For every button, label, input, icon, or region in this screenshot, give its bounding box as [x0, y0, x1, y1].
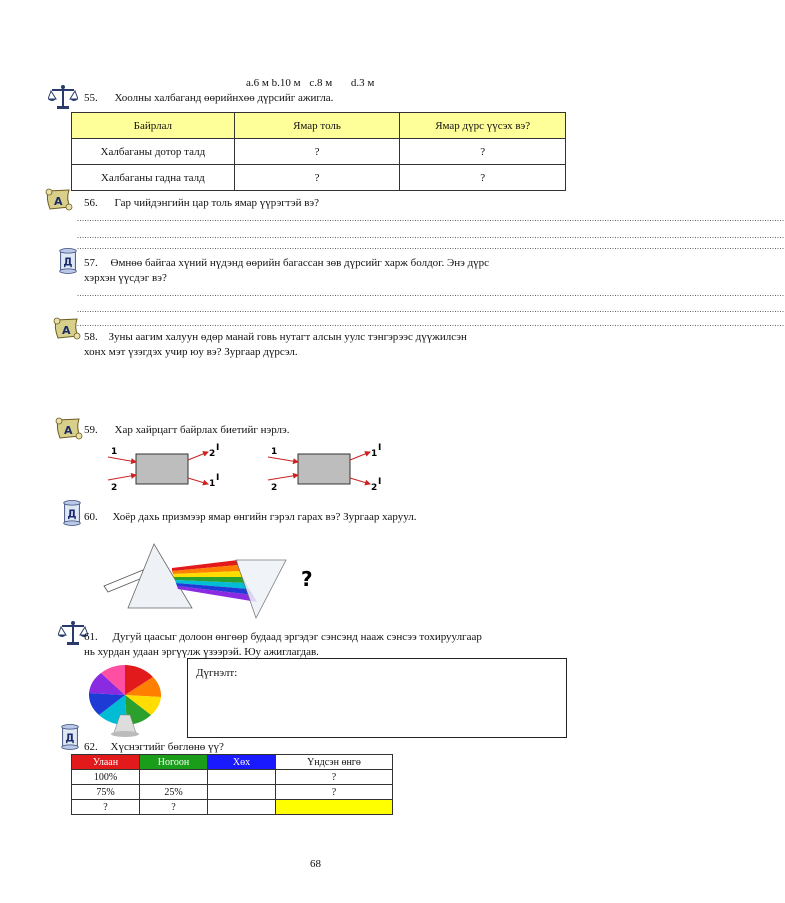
ray-in-2 [268, 475, 298, 480]
table-cell[interactable]: ? [140, 800, 208, 815]
q56-prompt [84, 196, 319, 210]
q62-prompt [84, 740, 224, 754]
fan-base [111, 731, 139, 737]
q56-text: Гар чийдэнгийн цар толь ямар үүрэгтэй вэ? [114, 197, 320, 209]
q61-prompt [84, 630, 482, 644]
table-cell[interactable]: ? [276, 770, 393, 785]
table-cell: 100% [72, 770, 140, 785]
table-cell[interactable] [140, 770, 208, 785]
header-green: Ногоон [140, 755, 208, 770]
q55-header-1: Байрлал [72, 113, 235, 139]
q58-prompt [84, 330, 467, 344]
answer-line[interactable]: ........................................................................................................................................................................................................................................................................................... [77, 231, 785, 240]
table-cell[interactable]: ? [72, 800, 140, 815]
ray-in-1 [108, 457, 136, 462]
label-out-2: 2 [209, 449, 216, 459]
q57-line1: Өмнөө байгаа хүний нүдэнд өөрийн багассан зөв дүрсийг харж болдог. Энэ дүрс [110, 257, 490, 269]
q55-number: 55. [84, 92, 98, 104]
label-prime: I [216, 473, 220, 483]
label-prime: I [216, 443, 220, 453]
q55-cell: Халбаганы дотор талд [72, 139, 235, 165]
scroll-a-icon [44, 187, 74, 213]
color-wheel-fan [80, 663, 180, 739]
ray-in-1 [268, 457, 298, 462]
table-cell[interactable]: ? [276, 785, 393, 800]
q55-cell: ? [234, 165, 400, 191]
q60-text: Хоёр дахь призмээр ямар өнгийн гэрэл гарах вэ? Зургаар харуул. [112, 511, 417, 523]
header-blue: Хөх [208, 755, 276, 770]
q58-line2: хонх мэт үзэгдэх учир юу вэ? Зургаар дүрсэл. [84, 346, 298, 358]
answer-line[interactable]: ........................................................................................................................................................................................................................................................................................... [77, 214, 785, 223]
ray-out-2 [188, 452, 208, 460]
option-c: c.8 м [309, 77, 333, 89]
scroll-a-icon [52, 316, 82, 342]
option-b: b.10 м [271, 77, 301, 89]
label-in-2: 2 [271, 483, 278, 493]
scroll-d-icon [56, 248, 80, 274]
label-out-1: 1 [209, 479, 216, 489]
q57-number: 57. [84, 257, 98, 269]
q55-cell: ? [400, 165, 566, 191]
q55-cell: ? [400, 139, 566, 165]
scroll-d-icon [60, 500, 84, 526]
q55-text: Хоолны халбаганд өөрийнхөө дүрсийг ажигла. [114, 92, 334, 104]
black-box-diagram [100, 440, 400, 500]
label-in-1: 1 [271, 447, 278, 457]
q59-text: Хар хайрцагт байрлах биетийг нэрлэ. [114, 424, 290, 436]
option-a: a.6 м [246, 77, 269, 89]
q61-number: 61. [84, 631, 98, 643]
label-out-1: 1 [371, 449, 378, 459]
q56-number: 56. [84, 197, 98, 209]
q61-line2: нь хурдан удаан эргүүлж үзээрэй. Юу ажиглагдав. [84, 646, 319, 658]
q59-prompt [84, 423, 290, 437]
table-cell: 75% [72, 785, 140, 800]
q60-number: 60. [84, 511, 98, 523]
q58-number: 58. [84, 331, 98, 343]
q60-prompt [84, 510, 417, 524]
q54-options [246, 76, 374, 90]
q55-header-3: Ямар дүрс үүсэх вэ? [400, 113, 566, 139]
header-red: Улаан [72, 755, 140, 770]
table-cell[interactable] [208, 800, 276, 815]
scroll-d-icon [58, 724, 82, 750]
answer-line[interactable]: ........................................................................................................................................................................................................................................................................................... [77, 289, 785, 298]
q55-header-2: Ямар толь [234, 113, 400, 139]
conclusion-box[interactable] [187, 658, 567, 738]
black-box-2 [298, 454, 350, 484]
answer-line[interactable]: ........................................................................................................................................................................................................................................................................................... [77, 242, 785, 251]
q57-prompt [84, 256, 489, 270]
prism-diagram [96, 538, 336, 620]
question-mark: ? [301, 567, 313, 591]
q62-number: 62. [84, 741, 98, 753]
table-cell: 25% [140, 785, 208, 800]
ray-in-2 [108, 475, 136, 480]
table-cell[interactable] [208, 770, 276, 785]
q62-table [71, 754, 393, 815]
page-number: 68 [310, 858, 321, 870]
conclusion-label: Дүгнэлт: [196, 667, 238, 679]
label-prime: I [378, 477, 382, 487]
answer-line[interactable]: ........................................................................................................................................................................................................................................................................................... [77, 319, 785, 328]
label-in-1: 1 [111, 447, 118, 457]
scroll-a-icon [54, 416, 84, 442]
ray-out-2 [350, 478, 370, 484]
black-box-1 [136, 454, 188, 484]
q55-prompt [84, 91, 333, 105]
label-in-2: 2 [111, 483, 118, 493]
q55-cell: ? [234, 139, 400, 165]
ray-out-1 [188, 478, 208, 484]
q55-cell: Халбаганы гадна талд [72, 165, 235, 191]
balance-scale-icon [48, 84, 78, 110]
option-d: d.3 м [350, 77, 375, 89]
label-prime: I [378, 443, 382, 453]
yellow-result-cell[interactable] [276, 800, 393, 815]
table-cell[interactable] [208, 785, 276, 800]
answer-line[interactable]: ........................................................................................................................................................................................................................................................................................... [77, 305, 785, 314]
q61-line1: Дугуй цаасыг долоон өнгөөр будаад эргэдэг сэнсэнд нааж сэнсээ тохируулгаар [112, 631, 482, 643]
ray-out-1 [350, 452, 370, 460]
header-primary-color: Үндсэн өнгө [276, 755, 393, 770]
q55-table [71, 112, 566, 191]
q58-line1: Зуны аагим халуун өдөр манай говь нутагт алсын уулс тэнгэрээс дүүжилсэн [108, 331, 467, 343]
label-out-2: 2 [371, 483, 378, 493]
q59-number: 59. [84, 424, 98, 436]
q62-text: Хүснэгтийг бөглөнө үү? [110, 741, 224, 753]
q57-line2: хэрхэн үүсдэг вэ? [84, 272, 167, 284]
